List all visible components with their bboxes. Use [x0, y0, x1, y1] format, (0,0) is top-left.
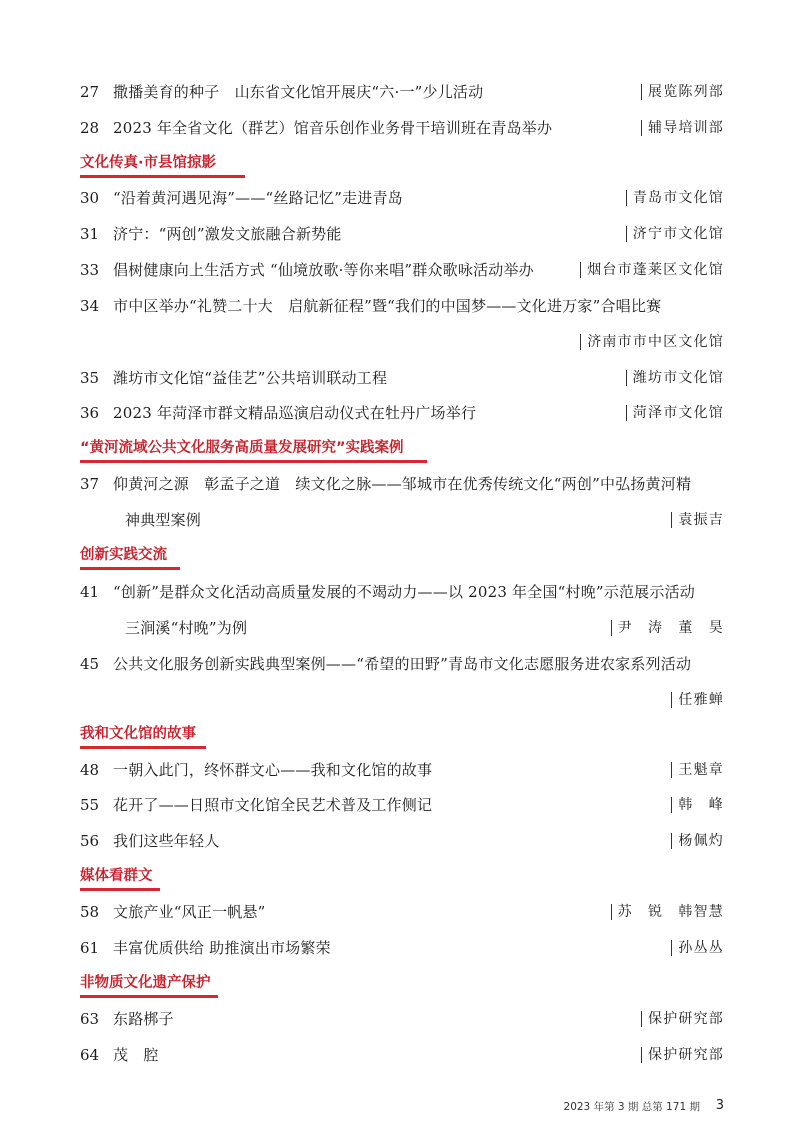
author: 潍坊市文化馆 [626, 370, 724, 386]
toc-entry [0, 758, 800, 782]
article-title: 仰黄河之源 彰孟子之道 续文化之脉——邹城市在优秀传统文化“两创”中弘扬黄河精 [113, 475, 692, 493]
page-number: 41 [80, 583, 100, 601]
page-number: 35 [80, 369, 100, 387]
article-title: 倡树健康向上生活方式 “仙境放歌·等你来唱”群众歌咏活动举办 [113, 261, 534, 279]
author: 韩 峰 [671, 797, 724, 813]
author: 烟台市蓬莱区文化馆 [580, 262, 724, 278]
page-number: 45 [80, 655, 100, 673]
page-number: 63 [80, 1010, 100, 1028]
author: 任雅蝉 [671, 692, 724, 708]
article-title-continuation: 三涧溪“村晚”为例 [125, 619, 248, 637]
section-underline [80, 995, 218, 998]
page-number: 27 [80, 83, 100, 101]
author: 菏泽市文化馆 [626, 405, 724, 421]
toc-entry [0, 116, 800, 140]
author: 保护研究部 [641, 1047, 724, 1063]
section-heading: 创新实践交流 [80, 547, 167, 563]
toc-entry [0, 366, 800, 390]
article-title: 我们这些年轻人 [113, 832, 220, 850]
article-title: 潍坊市文化馆“益佳艺”公共培训联动工程 [113, 369, 388, 387]
article-title: 撒播美育的种子 山东省文化馆开展庆“六·一”少儿活动 [113, 83, 484, 101]
article-title: 丰富优质供给 助推演出市场繁荣 [113, 939, 331, 957]
page-number: 48 [80, 761, 100, 779]
section-heading: “黄河流域公共文化服务高质量发展研究”实践案例 [80, 440, 404, 456]
page-number: 37 [80, 475, 100, 493]
section-underline [80, 888, 160, 891]
page-number: 34 [80, 297, 100, 315]
section-heading: 我和文化馆的故事 [80, 726, 196, 742]
toc-entry [0, 829, 800, 853]
toc-entry [0, 80, 800, 104]
section-underline [80, 460, 427, 463]
author: 袁振吉 [671, 512, 724, 528]
section-heading: 非物质文化遗产保护 [80, 975, 211, 991]
author: 尹 涛 董 昊 [611, 620, 724, 636]
toc-entry [0, 793, 800, 817]
author: 济宁市文化馆 [626, 226, 724, 242]
page-number: 64 [80, 1046, 100, 1064]
article-title: 济宁：“两创”激发文旅融合新势能 [113, 225, 342, 243]
toc-entry [0, 936, 800, 960]
author: 展览陈列部 [641, 84, 724, 100]
section-underline [80, 746, 206, 749]
section-heading: 文化传真·市县馆掠影 [80, 155, 217, 171]
article-title: 2023 年菏泽市群文精品巡演启动仪式在牡丹广场举行 [113, 404, 477, 422]
page-number: 58 [80, 903, 100, 921]
toc-entry [0, 1043, 800, 1067]
page-number: 33 [80, 261, 100, 279]
toc-entry [0, 652, 800, 676]
author: 保护研究部 [641, 1011, 724, 1027]
author: 孙丛丛 [671, 940, 724, 956]
toc-entry [0, 222, 800, 246]
author: 济南市市中区文化馆 [580, 334, 724, 350]
author: 辅导培训部 [641, 120, 724, 136]
author: 王魁章 [671, 762, 724, 778]
author: 杨佩灼 [671, 833, 724, 849]
toc-entry [0, 900, 800, 924]
page-number: 56 [80, 832, 100, 850]
article-title: 文旅产业“风正一帆悬” [113, 903, 266, 921]
toc-entry [0, 186, 800, 210]
toc-entry-continuation [0, 616, 800, 640]
article-title-continuation: 神典型案例 [125, 511, 202, 529]
toc-entry [0, 258, 800, 282]
article-title: 2023 年全省文化（群艺）馆音乐创作业务骨干培训班在青岛举办 [113, 119, 553, 137]
toc-entry [0, 294, 800, 318]
article-title: 东路梆子 [113, 1010, 174, 1028]
section-underline [80, 567, 180, 570]
author: 青岛市文化馆 [626, 190, 724, 206]
page-number: 31 [80, 225, 100, 243]
article-title: “沿着黄河遇见海”——“丝路记忆”走进青岛 [113, 189, 403, 207]
article-title: 花开了——日照市文化馆全民艺术普及工作侧记 [113, 796, 433, 814]
article-title: 市中区举办“礼赞二十大 启航新征程”暨“我们的中国梦——文化进万家”合唱比赛 [113, 297, 662, 315]
toc-entry [0, 580, 800, 604]
article-title: 一朝入此门，终怀群文心——我和文化馆的故事 [113, 761, 433, 779]
page-number: 61 [80, 939, 100, 957]
section-underline [80, 175, 245, 178]
section-heading: 媒体看群文 [80, 868, 153, 884]
toc-entry-continuation [0, 330, 800, 354]
toc-entry-continuation [0, 688, 800, 712]
issue-info: 2023 年第 3 期 总第 171 期 [563, 1101, 700, 1113]
toc-entry [0, 401, 800, 425]
page-number: 55 [80, 796, 100, 814]
page-number: 30 [80, 189, 100, 207]
article-title: 茂 腔 [113, 1046, 159, 1064]
article-title: 公共文化服务创新实践典型案例——“希望的田野”青岛市文化志愿服务进农家系列活动 [113, 655, 692, 673]
page-number: 36 [80, 404, 100, 422]
page-number: 28 [80, 119, 100, 137]
toc-entry [0, 472, 800, 496]
folio-page-number: 3 [715, 1098, 724, 1113]
article-title: “创新”是群众文化活动高质量发展的不竭动力——以 2023 年全国“村晚”示范展示活动 [113, 583, 695, 601]
author: 苏 锐 韩智慧 [611, 904, 724, 920]
toc-entry-continuation [0, 508, 800, 532]
toc-entry [0, 1007, 800, 1031]
